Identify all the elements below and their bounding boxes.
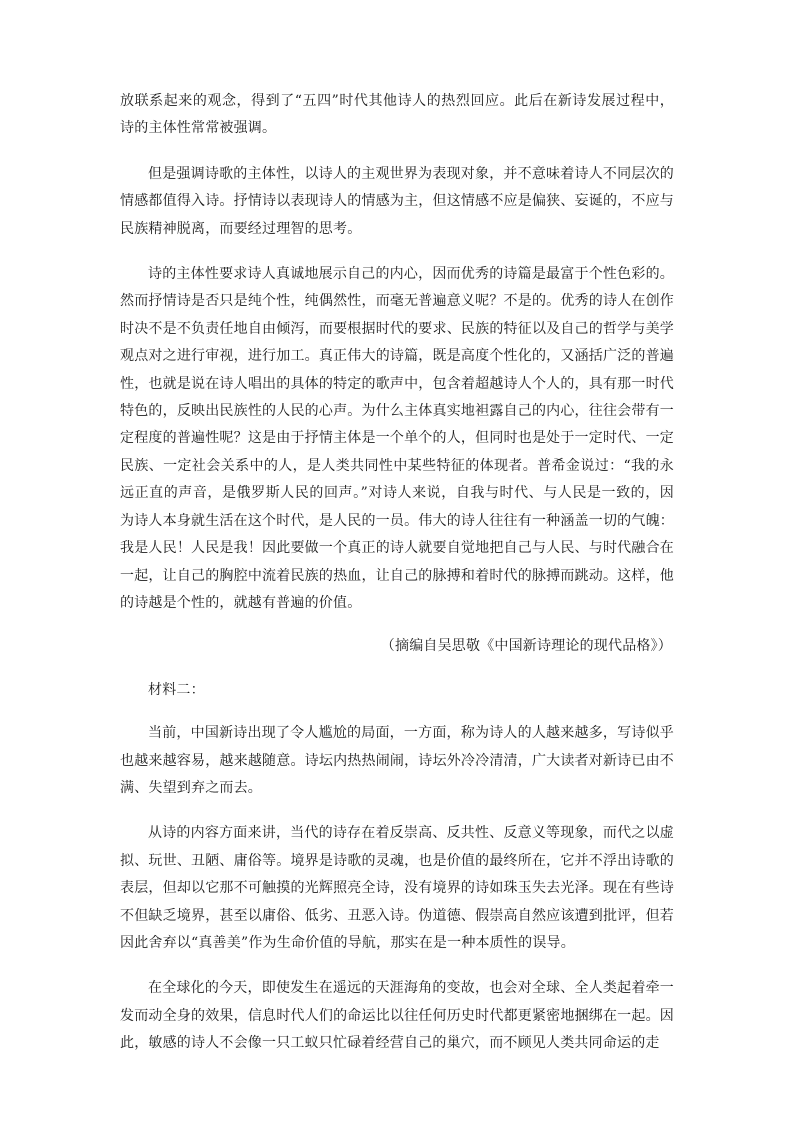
source-citation: （摘编自吴思敬《中国新诗理论的现代品格》） (380, 638, 672, 655)
paragraph-subjectivity-emotion: 但是强调诗歌的主体性，以诗人的主观世界为表现对象，并不意味着诗人不同层次的情感都值得入诗。抒情诗以表现诗人的情感为主，但这情感不应是偏狭、妄诞的，不应与民族精神脱离，而要经过理智的思考。 (120, 165, 674, 237)
paragraph-awkward-situation: 当前，中国新诗出现了令人尴尬的局面，一方面，称为诗人的人越来越多，写诗似乎也越来越容易，越来越随意。诗坛内热热闹闹，诗坛外冷冷清清，广大读者对新诗已由不满、失望到弃之而去。 (120, 725, 674, 796)
paragraph-individuality-universality: 诗的主体性要求诗人真诚地展示自己的内心，因而优秀的诗篇是最富于个性色彩的。然而抒情诗是否只是纯个性，纯偶然性，而毫无普遍意义呢？不是的。优秀的诗人在创作时决不是不负责任地自由倾泻，而要根据时代的要求、民族的特征以及自己的哲学与美学观点对之进行审视，进行加工。真正伟大的诗篇，既是高度个性化的，又涵括广泛的普遍性，也就是说在诗人唱出的具体的特定的歌声中，包含着超越诗人个人的，具有那一时代特色的，反映出民族性的人民的心声。为什么主体真实地袒露自己的内心，往往会带有一定程度的普遍性呢？这是由于抒情主体是一个单个的人，但同时也是处于一定时代、一定民族、一定社会关系中的人，是人类共同性中某些特征的体现者。普希金说过：“我的永远正直的声音，是俄罗斯人民的回声。”对诗人来说，自我与时代、与人民是一致的，因为诗人本身就生活在这个时代，是人民的一员。伟大的诗人往往有一种涵盖一切的气魄：我是人民！人民是我！因此要做一个真正的诗人就要自觉地把自己与人民、与时代融合在一起，让自己的胸腔中流着民族的热血，让自己的脉搏和着时代的脉搏而跳动。这样，他的诗越是个性的，就越有普遍的价值。 (120, 266, 674, 611)
material-two-label: 材料二： (148, 681, 205, 698)
document-page (120, 88, 674, 1058)
paragraph-globalization: 在全球化的今天，即使发生在遥远的天涯海角的变故，也会对全球、全人类起着牵一发而动全身的效果，信息时代人们的命运比以往任何历史时代都更紧密地捆绑在一起。因此，敏感的诗人不会像一只工蚁只忙碌着经营自己的巢穴，而不顾见人类共同命运的走 (120, 980, 674, 1052)
paragraph-content-realm: 从诗的内容方面来讲，当代的诗存在着反崇高、反共性、反意义等现象，而代之以虚拟、玩世、丑陋、庸俗等。境界是诗歌的灵魂，也是价值的最终所在，它并不浮出诗歌的表层，但却以它那不可触摸的光辉照亮全诗，没有境界的诗如珠玉失去光泽。现在有些诗不但缺乏境界，甚至以庸俗、低劣、丑恶入诗。伪道德、假崇高自然应该遭到批评，但若因此舍弃以“真善美”作为生命价值的导航，那实在是一种本质性的误导。 (120, 825, 674, 951)
intro-paragraph: 放联系起来的观念，得到了“五四”时代其他诗人的热烈回应。此后在新诗发展过程中，诗的主体性常常被强调。 (120, 93, 674, 137)
